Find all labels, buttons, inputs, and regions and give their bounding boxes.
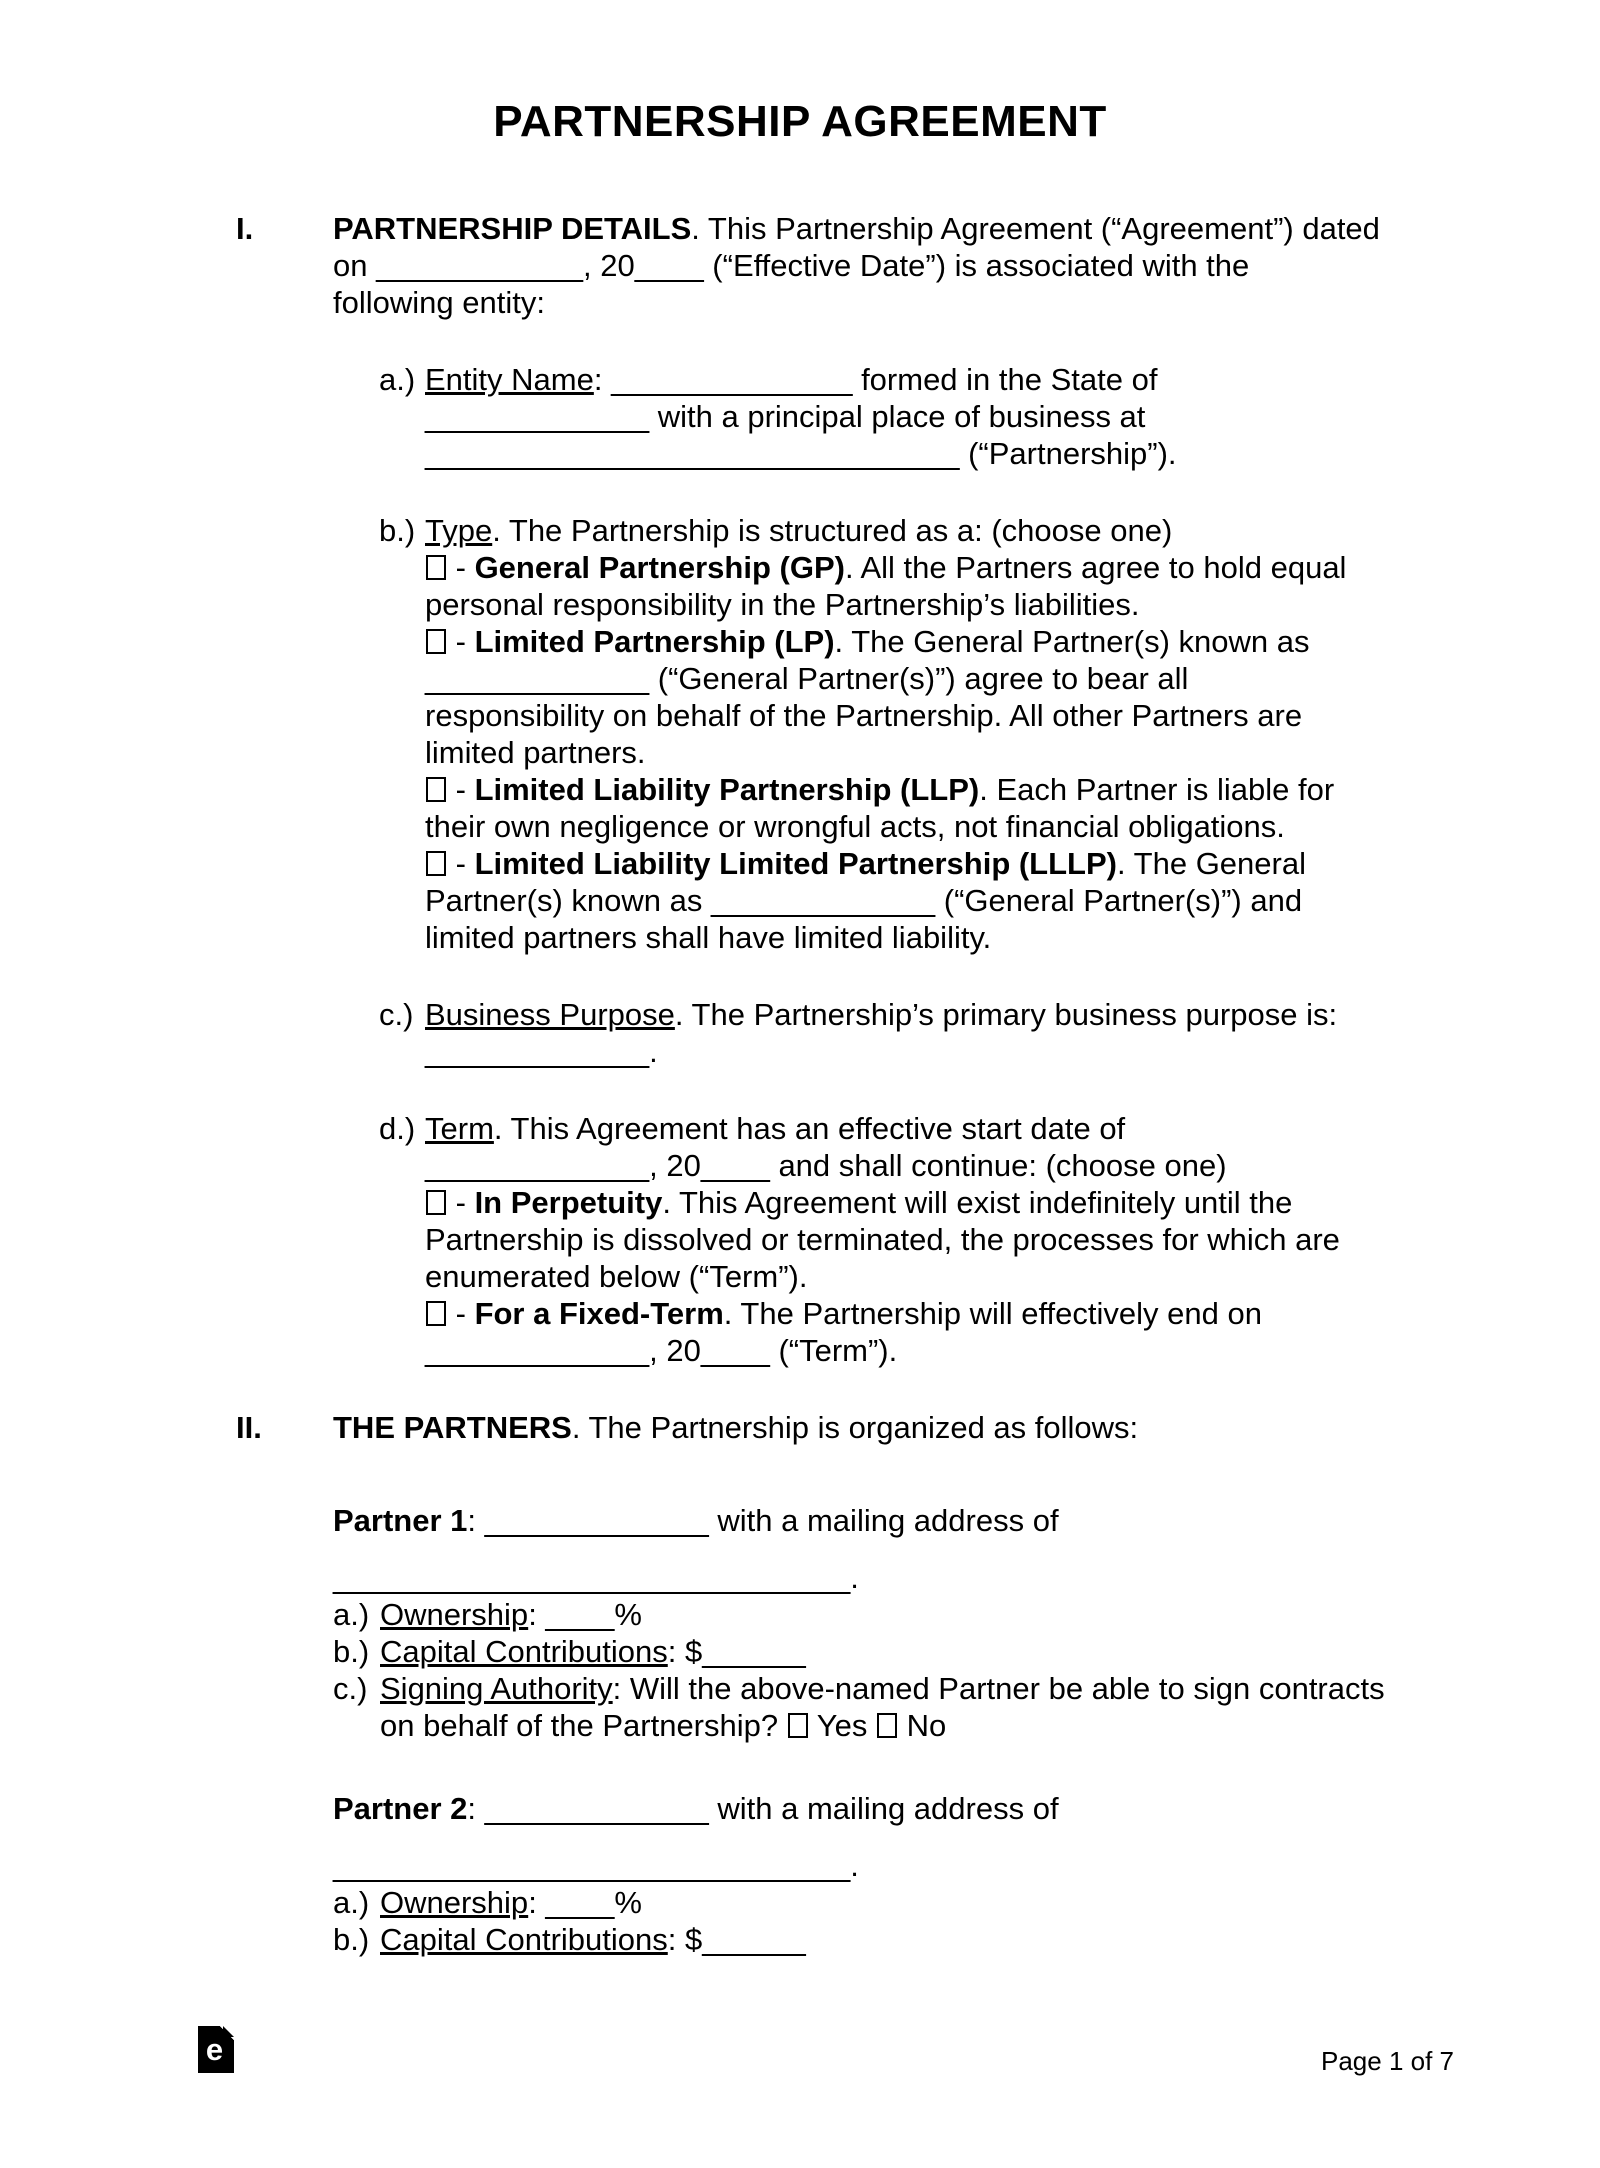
item-d-marker: d.) [379,1111,416,1146]
partner1-ownership-blank: ____ [545,1597,615,1632]
type-head-paragraph: Type. The Partnership is structured as a: (choose one) [425,513,1173,548]
page-number: Page 1 of 7 [1321,2046,1454,2076]
fixed-term-year-blank: ____ [700,1333,770,1368]
item-type [333,512,1443,956]
lp-general-partners-blank: _____________ [425,661,650,696]
entity-name-blank: ______________ [611,362,853,397]
section-1-body [333,210,1443,1369]
eforms-logo-letter: e [205,2032,224,2067]
partner1-signing-yes-checkbox[interactable] [788,1713,808,1738]
business-purpose-label: Business Purpose [425,997,675,1032]
term-head-paragraph: Term. This Agreement has an effective start date of _____________, 20____ and shall continue: (choose one) [425,1111,1227,1183]
item-term [333,1110,1443,1369]
partner-2-item-b-marker: b.) [333,1922,370,1957]
partner-1-block [333,1502,1443,1744]
option-lllp: - Limited Liability Limited Partnership (LLLP). The General Partner(s) known as _____________ (“General Partner(s)”) and limited partners shall have limited liability. [425,846,1306,955]
page-title: PARTNERSHIP AGREEMENT [493,97,1107,146]
lllp-checkbox[interactable] [426,851,446,876]
business-purpose-paragraph: Business Purpose. The Partnership’s primary business purpose is: _____________. [425,997,1338,1069]
partner1-capital-label: Capital Contributions [380,1634,668,1669]
fixed-term-date-blank: _____________ [425,1333,650,1368]
eforms-logo [198,2026,234,2073]
partner-1-item-b-marker: b.) [333,1634,370,1669]
item-entity-name [333,361,1443,472]
section-2-numeral: II. [236,1410,262,1445]
limited-partnership-checkbox[interactable] [426,629,446,654]
entity-name-paragraph: Entity Name: ______________ formed in the State of _____________ with a principal place of business at _______________________________ (“Partnership”). [425,362,1177,471]
partner1-capital-blank: ______ [702,1634,806,1669]
partner-1-signing-paragraph: Signing Authority: Will the above-named Partner be able to sign contracts on behalf of the Partnership? Yes No [380,1671,1385,1743]
partner1-name-blank: _____________ [484,1503,709,1538]
partner-1-item-a-marker: a.) [333,1597,370,1632]
llp-checkbox[interactable] [426,777,446,802]
partner-2-capital-item [333,1921,1443,1958]
fixed-term-checkbox[interactable] [426,1301,446,1326]
partner2-address-blank: ______________________________ [333,1848,851,1883]
partner-2-capital-paragraph: Capital Contributions: $______ [380,1922,806,1957]
item-business-purpose [333,996,1443,1070]
type-label: Type [425,513,493,548]
partner-1-address-line: ______________________________. [333,1560,859,1595]
option-fixed-term: - For a Fixed-Term. The Partnership will effectively end on _____________, 20____ (“Term”). [425,1296,1262,1368]
general-partnership-checkbox[interactable] [426,555,446,580]
partner-1-capital-paragraph: Capital Contributions: $______ [380,1634,806,1669]
effective-year-blank: ____ [634,248,704,283]
partner1-signing-authority-label: Signing Authority [380,1671,613,1706]
partner1-ownership-label: Ownership [380,1597,529,1632]
item-c-marker: c.) [379,997,414,1032]
option-llp: - Limited Liability Partnership (LLP). Each Partner is liable for their own negligence or wrongful acts, not financial obligations. [425,772,1335,844]
partner-2-item-a-marker: a.) [333,1885,370,1920]
section-the-partners [236,1409,1506,1958]
partner-1-ownership-paragraph: Ownership: ____% [380,1597,642,1632]
principal-address-blank: _______________________________ [425,436,960,471]
partner-2-ownership-item [333,1884,1443,1921]
partner-2-block [333,1790,1443,1958]
partner2-ownership-label: Ownership [380,1885,529,1920]
partner-1-signing-item [333,1670,1443,1744]
section-1-intro-paragraph: PARTNERSHIP DETAILS. This Partnership Agreement (“Agreement”) dated on ____________, 20____ (“Effective Date”) is associated with the following entity: [333,211,1380,320]
partner2-name-blank: _____________ [484,1791,709,1826]
term-label: Term [425,1111,494,1146]
partner-1-ownership-item [333,1596,1443,1633]
section-2-body [333,1409,1443,1958]
item-a-marker: a.) [379,362,416,397]
partner-1-capital-item [333,1633,1443,1670]
term-start-date-blank: _____________ [425,1148,650,1183]
partner-2-address-line: ______________________________. [333,1848,859,1883]
section-partnership-details [236,210,1506,1369]
entity-name-label: Entity Name [425,362,594,397]
option-general-partnership: - General Partnership (GP). All the Partners agree to hold equal personal responsibility in the Partnership’s liabilities. [425,550,1347,622]
partner1-address-blank: ______________________________ [333,1560,851,1595]
effective-date-blank: ____________ [376,248,583,283]
partner2-capital-blank: ______ [702,1922,806,1957]
business-purpose-blank: _____________ [425,1034,650,1069]
partner-2-ownership-paragraph: Ownership: ____% [380,1885,642,1920]
lllp-general-partners-blank: _____________ [711,883,936,918]
partner2-capital-label: Capital Contributions [380,1922,668,1957]
option-limited-partnership: - Limited Partnership (LP). The General Partner(s) known as _____________ (“General Partner(s)”) agree to bear all responsibility on behalf of the Partnership. All other Partners are limited partners. [425,624,1310,770]
partner-1-name-line: Partner 1: _____________ with a mailing address of [333,1503,1059,1538]
in-perpetuity-checkbox[interactable] [426,1190,446,1215]
term-start-year-blank: ____ [700,1148,770,1183]
partner2-ownership-blank: ____ [545,1885,615,1920]
partner-2-name-line: Partner 2: _____________ with a mailing address of [333,1791,1059,1826]
item-b-marker: b.) [379,513,416,548]
state-blank: _____________ [425,399,650,434]
option-in-perpetuity: - In Perpetuity. This Agreement will exist indefinitely until the Partnership is dissolved or terminated, the processes for which are enumerated below (“Term”). [425,1185,1340,1294]
section-2-intro-paragraph: THE PARTNERS. The Partnership is organized as follows: [333,1410,1139,1445]
partner-1-item-c-marker: c.) [333,1671,368,1706]
section-1-numeral: I. [236,211,254,246]
partner1-signing-no-checkbox[interactable] [877,1713,897,1738]
